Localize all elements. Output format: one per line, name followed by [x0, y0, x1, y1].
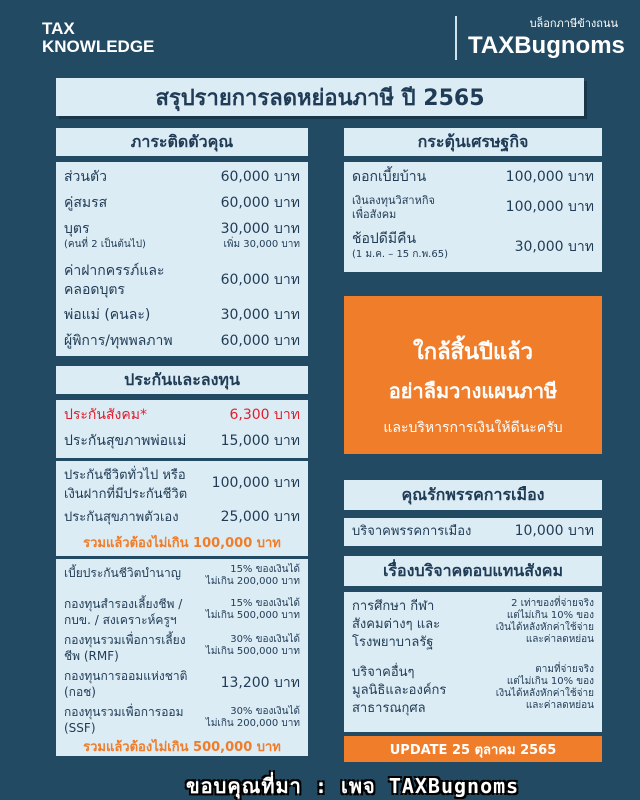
row-subvalue: ไม่เกิน 500,000 บาท	[205, 646, 300, 657]
row-value: 13,200 บาท	[220, 675, 300, 691]
row-label: บริจาคพรรคการเมือง	[352, 524, 472, 539]
row-label: ประกันสุขภาพตัวเอง	[64, 510, 179, 525]
row-value: ตามที่จ่ายจริง	[535, 664, 594, 675]
economy-row	[352, 168, 594, 187]
row-value: 15% ของเงินได้	[230, 564, 300, 575]
donation-row	[352, 598, 594, 652]
row-label-line3: โรงพยาบาลรัฐ	[352, 635, 434, 650]
row-label-line2: กบข. / สงเคราะห์ครูฯ	[64, 613, 177, 627]
row-value: 100,000 บาท	[505, 169, 594, 185]
insurance-row	[64, 668, 300, 700]
row-subvalue: ไม่เกิน 200,000 บาท	[205, 718, 300, 729]
row-sublabel: (1 ม.ค. – 15 ก.พ.65)	[352, 249, 448, 260]
page-title: สรุปรายการลดหย่อนภาษี ปี 2565	[56, 78, 584, 116]
row-value: 30,000 บาท	[514, 239, 594, 255]
insurance-row	[64, 466, 300, 504]
insurance-row	[64, 508, 300, 527]
brand-logo-left	[42, 20, 154, 56]
insurance-row	[64, 406, 300, 425]
row-value: 30,000 บาท	[220, 307, 300, 323]
promo-line2: อย่าลืมวางแผนภาษี	[388, 379, 558, 403]
row-label: เงินลงทุนวิสาหกิจ	[352, 194, 435, 207]
row-value: 60,000 บาท	[220, 195, 300, 211]
limit-note-text: รวมแล้วต้องไม่เกิน 500,000 บาท	[83, 740, 281, 755]
row-label: เบี้ยประกันชีวิตบำนาญ	[64, 566, 181, 580]
economy-box	[344, 162, 602, 272]
row-label: บุตร	[64, 221, 90, 237]
row-label: กองทุนการออมแห่งชาติ	[64, 669, 188, 683]
row-label: ช้อปดีมีคืน	[352, 231, 417, 247]
section-header-economy: กระตุ้นเศรษฐกิจ	[344, 128, 602, 156]
politics-box	[344, 518, 602, 546]
row-label-line2: คลอดบุตร	[64, 282, 125, 298]
row-value: 30,000 บาท	[220, 221, 300, 237]
row-value-line2: แต่ไม่เกิน 10% ของ	[506, 610, 594, 621]
divider	[56, 556, 308, 559]
row-value: 6,300 บาท	[229, 407, 300, 423]
promo-banner	[344, 296, 602, 454]
brand-logo-right	[468, 14, 625, 60]
donation-box	[344, 592, 602, 732]
row-label-line3: สาธารณกุศล	[352, 701, 426, 716]
row-label: พ่อแม่ (คนละ)	[64, 307, 151, 323]
row-label: ประกันสุขภาพพ่อแม่	[64, 433, 187, 449]
row-value: 60,000 บาท	[220, 272, 300, 288]
row-value: 30% ของเงินได้	[230, 706, 300, 717]
row-label-line2: มูลนิธิและองค์กร	[352, 683, 447, 698]
promo-line1: ใกล้สิ้นปีแล้ว	[413, 340, 533, 365]
row-subvalue: ไม่เกิน 200,000 บาท	[205, 576, 300, 587]
row-value: 15,000 บาท	[220, 433, 300, 449]
brand-divider	[455, 16, 457, 60]
row-value-line3: เงินได้หลังหักค่าใช้จ่าย	[495, 622, 594, 633]
row-subvalue: เพิ่ม 30,000 บาท	[223, 239, 300, 250]
row-label: กองทุนสำรองเลี้ยงชีพ /	[64, 597, 183, 611]
personal-row	[64, 168, 300, 187]
row-label: คู่สมรส	[64, 195, 108, 211]
brand-right-sub: บล็อกภาษีข้างถนน	[529, 18, 618, 30]
limit-note-text: รวมแล้วต้องไม่เกิน 100,000 บาท	[83, 536, 281, 551]
donation-row	[352, 664, 594, 718]
update-badge: UPDATE 25 ตุลาคม 2565	[344, 736, 602, 762]
section-header-politics: คุณรักพรรคการเมือง	[344, 480, 602, 510]
row-value-line2: แต่ไม่เกิน 10% ของ	[506, 676, 594, 687]
brand-right-name: TAXBugnoms	[468, 32, 625, 59]
insurance-row	[64, 632, 300, 664]
brand-left-line2: KNOWLEDGE	[42, 37, 155, 56]
row-value-line3: เงินได้หลังหักค่าใช้จ่าย	[495, 688, 594, 699]
personal-box	[56, 162, 308, 356]
section-header-donation: เรื่องบริจาคตอบแทนสังคม	[344, 556, 602, 586]
row-value: 10,000 บาท	[514, 523, 594, 539]
row-label: ค่าฝากครรภ์และ	[64, 263, 165, 279]
promo-line3: และบริหารการเงินให้ดีนะครับ	[383, 420, 563, 436]
row-label-line2: (กอช)	[64, 685, 96, 699]
row-label-line2: สังคมต่างๆ และ	[352, 617, 441, 632]
limit-note	[64, 532, 300, 553]
personal-row	[64, 332, 300, 351]
row-value: 60,000 บาท	[220, 169, 300, 185]
footer-credit: ขอบคุณที่มา : เพจ TAXBugnoms	[186, 774, 520, 798]
economy-row	[352, 194, 594, 222]
row-label: บริจาคอื่นๆ	[352, 665, 415, 680]
row-value: 2 เท่าของที่จ่ายจริง	[511, 598, 594, 609]
limit-note	[64, 736, 300, 757]
row-value-line4: และค่าลดหย่อน	[525, 700, 594, 711]
row-value: 60,000 บาท	[220, 333, 300, 349]
insurance-row	[64, 704, 300, 736]
personal-row	[64, 194, 300, 213]
insurance-row	[64, 596, 300, 628]
row-value: 100,000 บาท	[211, 475, 300, 491]
insurance-box	[56, 400, 308, 756]
section-header-personal: ภาระติดตัวคุณ	[56, 128, 308, 156]
row-value: 30% ของเงินได้	[230, 634, 300, 645]
row-label-line2: ชีพ (RMF)	[64, 649, 119, 663]
row-label: ผู้พิการ/ทุพพลภาพ	[64, 333, 173, 349]
personal-row	[64, 262, 300, 300]
row-label: ประกันชีวิตทั่วไป หรือ	[64, 468, 186, 483]
row-value: 15% ของเงินได้	[230, 598, 300, 609]
row-label-line2: เงินฝากที่มีประกันชีวิต	[64, 487, 188, 502]
row-label-line2: (SSF)	[64, 721, 96, 735]
row-label: การศึกษา กีฬา	[352, 599, 435, 614]
row-label: กองทุนรวมเพื่อการออม	[64, 705, 184, 719]
row-label-line2: เพื่อสังคม	[352, 208, 397, 221]
section-header-insurance: ประกันและลงทุน	[56, 366, 308, 394]
row-subvalue: ไม่เกิน 500,000 บาท	[205, 610, 300, 621]
insurance-row	[64, 564, 300, 588]
politics-row	[352, 522, 594, 541]
personal-row	[64, 306, 300, 325]
row-sublabel: (คนที่ 2 เป็นต้นไป)	[64, 239, 146, 250]
row-label: กองทุนรวมเพื่อการเลี้ยง	[64, 633, 186, 647]
insurance-row	[64, 432, 300, 451]
row-value-line4: และค่าลดหย่อน	[525, 634, 594, 645]
row-label: ส่วนตัว	[64, 169, 107, 185]
divider	[56, 458, 308, 461]
row-label: ดอกเบี้ยบ้าน	[352, 169, 427, 185]
row-label: ประกันสังคม*	[64, 407, 147, 423]
personal-row	[64, 220, 300, 251]
economy-row	[352, 230, 594, 261]
brand-left-line1: TAX	[42, 19, 75, 38]
row-value: 100,000 บาท	[505, 199, 594, 215]
row-value: 25,000 บาท	[220, 509, 300, 525]
